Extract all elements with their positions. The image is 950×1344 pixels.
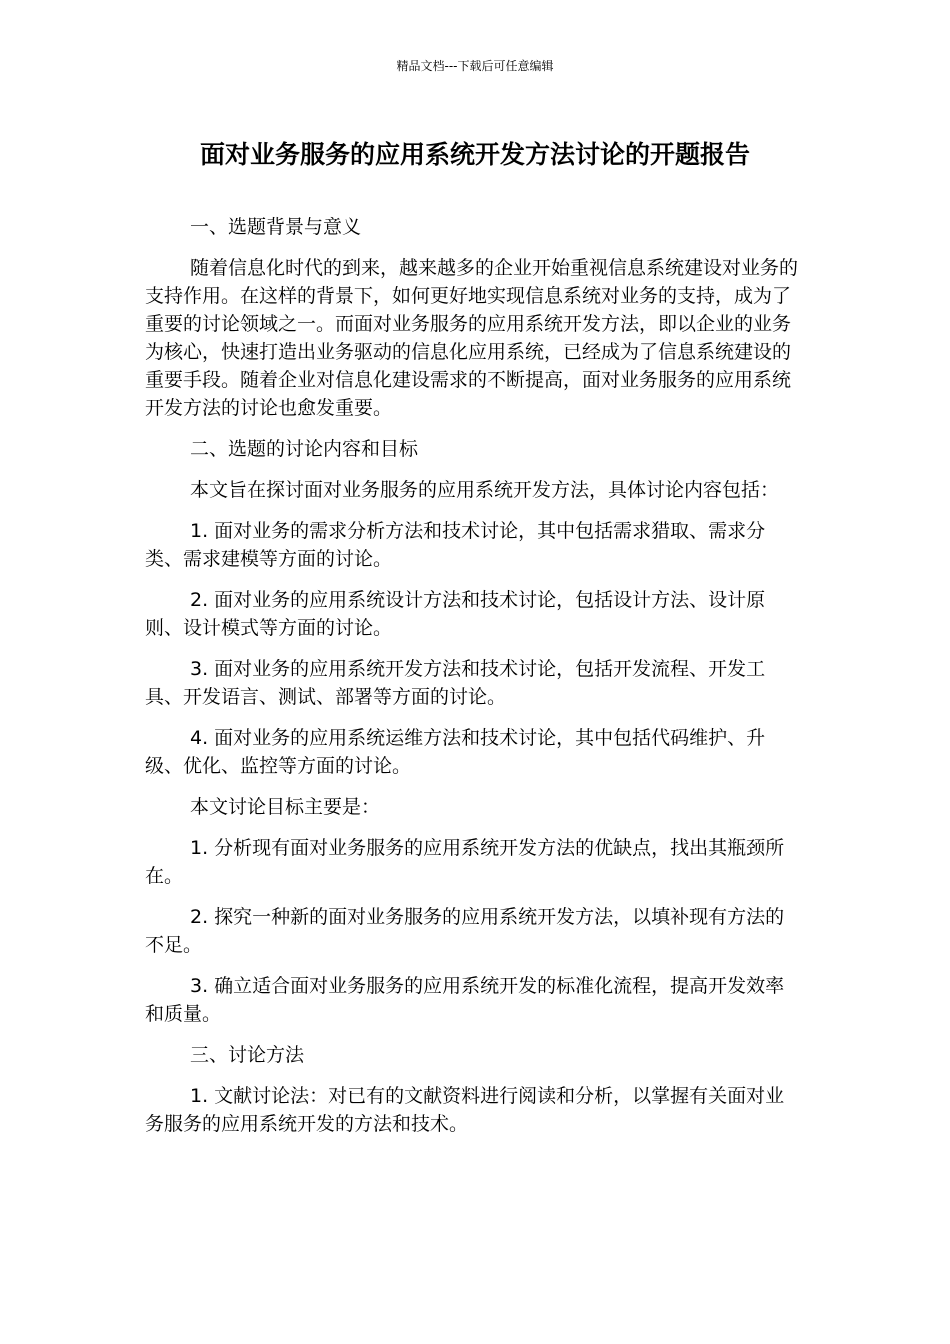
list-item-content-1: 1. 面对业务的需求分析方法和技术讨论，其中包括需求猎取、需求分类、需求建模等方面的讨论。: [145, 520, 766, 570]
page-header: 精品文档---下载后可任意编辑: [396, 59, 554, 73]
document-body: [145, 213, 800, 1151]
section-heading-methods: 三、讨论方法: [190, 1044, 305, 1066]
section-heading-background: 一、选题背景与意义: [190, 216, 362, 238]
list-item-method-1: 1. 文献讨论法：对已有的文献资料进行阅读和分析，以掌握有关面对业务服务的应用系统开发的方法和技术。: [145, 1085, 785, 1135]
list-item-goal-1: 1. 分析现有面对业务服务的应用系统开发方法的优缺点，找出其瓶颈所在。: [145, 837, 785, 887]
list-item-goal-3: 3. 确立适合面对业务服务的应用系统开发的标准化流程，提高开发效率和质量。: [145, 975, 785, 1025]
section-heading-content-goals: 二、选题的讨论内容和目标: [190, 438, 419, 460]
paragraph-goals-intro: 本文讨论目标主要是：: [190, 796, 381, 818]
document-title: 面对业务服务的应用系统开发方法讨论的开题报告: [199, 140, 750, 169]
list-item-content-4: 4. 面对业务的应用系统运维方法和技术讨论，其中包括代码维护、升级、优化、监控等方面的讨论。: [145, 727, 766, 777]
paragraph-background: 随着信息化时代的到来，越来越多的企业开始重视信息系统建设对业务的支持作用。在这样的背景下，如何更好地实现信息系统对业务的支持，成为了重要的讨论领域之一。而面对业务服务的应用系统开发方法，即以企业的业务为核心，快速打造出业务驱动的信息化应用系统，已经成为了信息系统建设的重要手段。随着企业对信息化建设需求的不断提高，面对业务服务的应用系统开发方法的讨论也愈发重要。: [145, 257, 799, 419]
list-item-content-2: 2. 面对业务的应用系统设计方法和技术讨论，包括设计方法、设计原则、设计模式等方面的讨论。: [145, 589, 766, 639]
paragraph-content-intro: 本文旨在探讨面对业务服务的应用系统开发方法，具体讨论内容包括：: [190, 479, 780, 501]
list-item-goal-2: 2. 探究一种新的面对业务服务的应用系统开发方法，以填补现有方法的不足。: [145, 906, 785, 956]
list-item-content-3: 3. 面对业务的应用系统开发方法和技术讨论，包括开发流程、开发工具、开发语言、测试、部署等方面的讨论。: [145, 658, 766, 708]
